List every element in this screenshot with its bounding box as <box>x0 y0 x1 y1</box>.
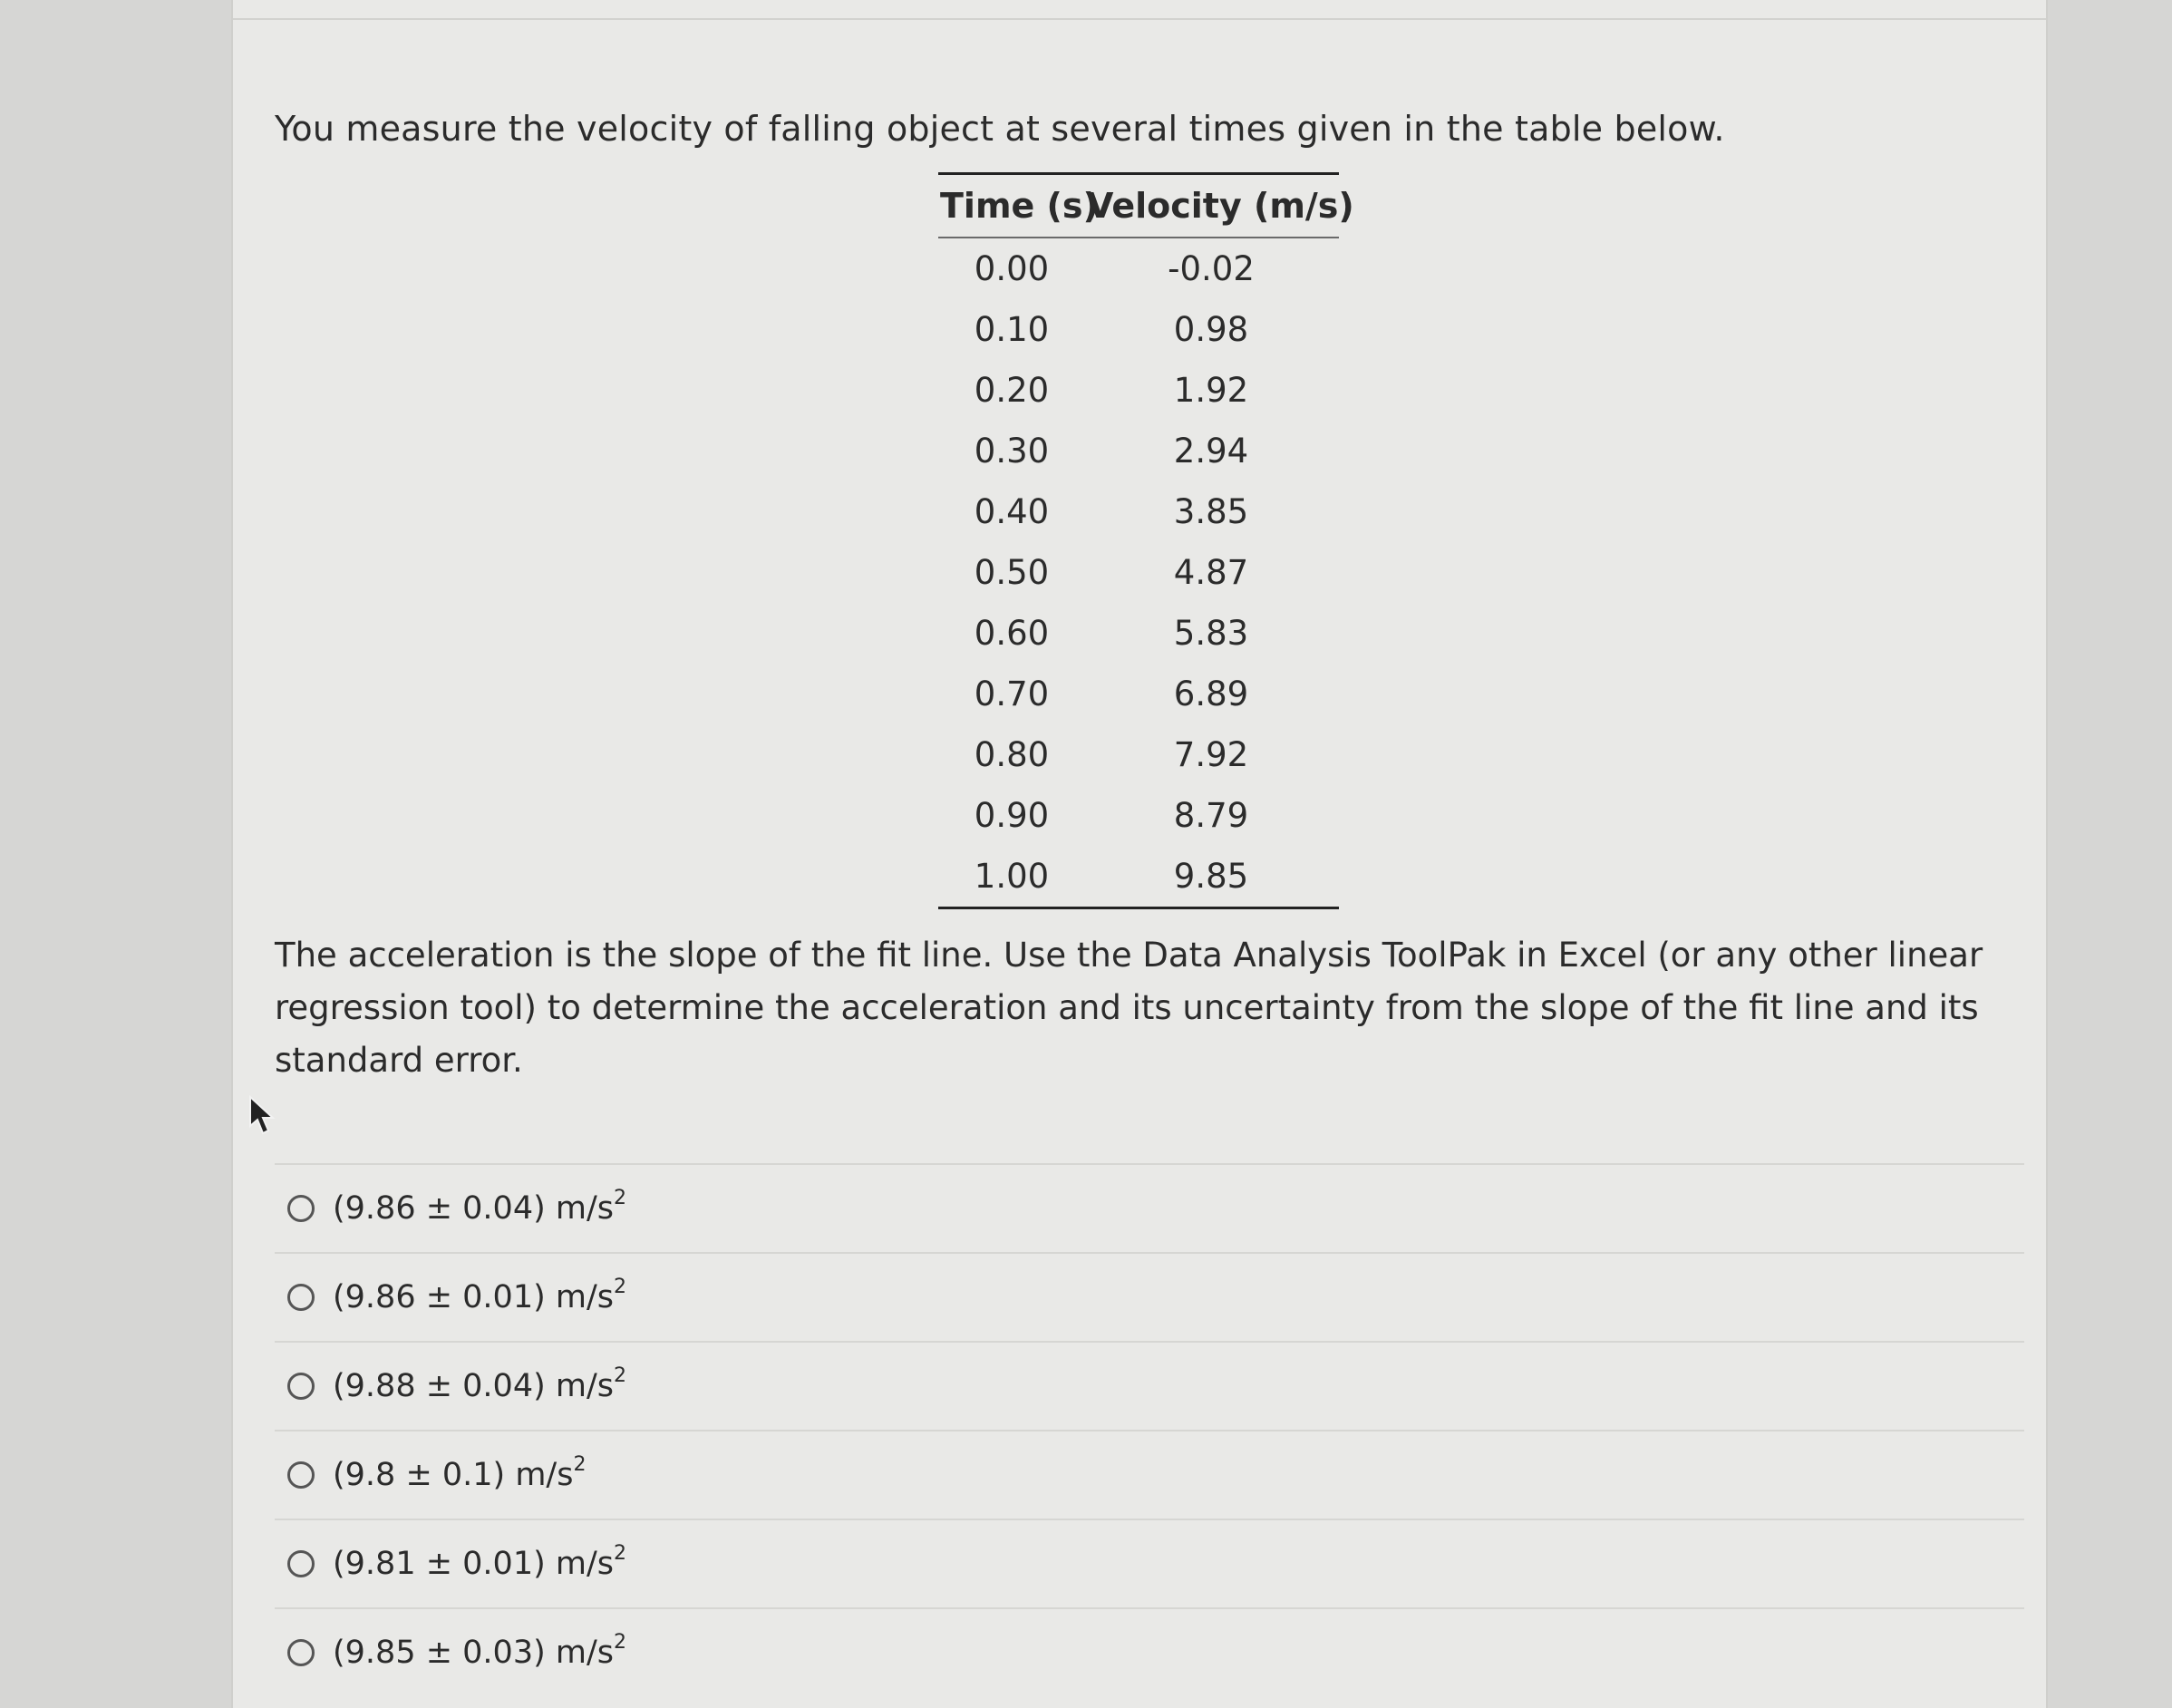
time-cell: 1.00 <box>974 857 1050 896</box>
question-prompt: The acceleration is the slope of the fit line. Use the Data Analysis ToolPak in Excel (or any other linear regression tool) to determine the acceleration and its uncertainty from the slope of the fit line and its standard error. <box>275 936 1983 1080</box>
header-time: Time (s) <box>940 186 1099 226</box>
data-table <box>938 172 1354 909</box>
header-velocity: Velocity (m/s) <box>1087 186 1354 226</box>
radio-unselected-icon[interactable] <box>287 1373 315 1400</box>
option-exponent: 2 <box>614 1276 626 1298</box>
option-text: (9.8 ± 0.1) m/s <box>333 1457 574 1493</box>
answer-option[interactable] <box>275 1341 2024 1430</box>
card-top-divider <box>233 18 2046 20</box>
table-row <box>938 421 1339 481</box>
radio-unselected-icon[interactable] <box>287 1639 315 1666</box>
table-header <box>938 175 1354 238</box>
velocity-cell: 3.85 <box>1173 492 1249 531</box>
table-row <box>938 542 1339 603</box>
velocity-cell: 0.98 <box>1173 310 1249 349</box>
table-row <box>938 238 1339 299</box>
time-cell: 0.70 <box>974 674 1050 713</box>
table-row <box>938 299 1339 360</box>
time-cell: 0.90 <box>974 796 1050 835</box>
option-label <box>333 1542 626 1582</box>
option-text: (9.86 ± 0.01) m/s <box>333 1279 614 1315</box>
option-text: (9.85 ± 0.03) m/s <box>333 1635 614 1671</box>
option-text: (9.88 ± 0.04) m/s <box>333 1368 614 1404</box>
velocity-cell: 1.92 <box>1173 371 1249 410</box>
option-label <box>333 1631 626 1671</box>
option-label <box>333 1453 587 1493</box>
answer-option[interactable] <box>275 1607 2024 1696</box>
velocity-cell: 5.83 <box>1173 614 1249 653</box>
velocity-cell: 4.87 <box>1173 553 1249 592</box>
table-row <box>938 481 1339 542</box>
question-intro: You measure the velocity of falling object at several times given in the table below. <box>275 109 1725 149</box>
table-row <box>938 664 1339 724</box>
option-exponent: 2 <box>614 1187 626 1209</box>
answer-options <box>275 1163 2024 1696</box>
option-text: (9.81 ± 0.01) m/s <box>333 1546 614 1582</box>
radio-unselected-icon[interactable] <box>287 1550 315 1577</box>
radio-unselected-icon[interactable] <box>287 1461 315 1489</box>
mouse-pointer-icon <box>247 1095 278 1137</box>
table-row <box>938 846 1339 907</box>
velocity-cell: -0.02 <box>1168 249 1255 288</box>
time-cell: 0.10 <box>974 310 1050 349</box>
option-exponent: 2 <box>573 1453 587 1476</box>
radio-unselected-icon[interactable] <box>287 1195 315 1222</box>
option-label <box>333 1364 626 1404</box>
option-label <box>333 1187 626 1227</box>
answer-option[interactable] <box>275 1519 2024 1607</box>
velocity-cell: 6.89 <box>1173 674 1249 713</box>
table-row <box>938 724 1339 785</box>
answer-option[interactable] <box>275 1163 2024 1252</box>
time-cell: 0.50 <box>974 553 1050 592</box>
radio-unselected-icon[interactable] <box>287 1284 315 1311</box>
time-cell: 0.40 <box>974 492 1050 531</box>
time-cell: 0.00 <box>974 249 1050 288</box>
option-exponent: 2 <box>614 1631 626 1654</box>
answer-option[interactable] <box>275 1430 2024 1519</box>
table-row <box>938 360 1339 421</box>
velocity-cell: 8.79 <box>1173 796 1249 835</box>
velocity-cell: 9.85 <box>1173 857 1249 896</box>
table-row <box>938 603 1339 664</box>
velocity-cell: 7.92 <box>1173 735 1249 774</box>
option-exponent: 2 <box>614 1542 626 1565</box>
time-cell: 0.60 <box>974 614 1050 653</box>
velocity-cell: 2.94 <box>1173 432 1249 471</box>
option-exponent: 2 <box>614 1364 626 1387</box>
answer-option[interactable] <box>275 1252 2024 1341</box>
time-cell: 0.30 <box>974 432 1050 471</box>
time-cell: 0.20 <box>974 371 1050 410</box>
table-row <box>938 785 1339 846</box>
option-text: (9.86 ± 0.04) m/s <box>333 1190 614 1227</box>
question-card <box>231 0 2048 1708</box>
option-label <box>333 1276 626 1315</box>
time-cell: 0.80 <box>974 735 1050 774</box>
